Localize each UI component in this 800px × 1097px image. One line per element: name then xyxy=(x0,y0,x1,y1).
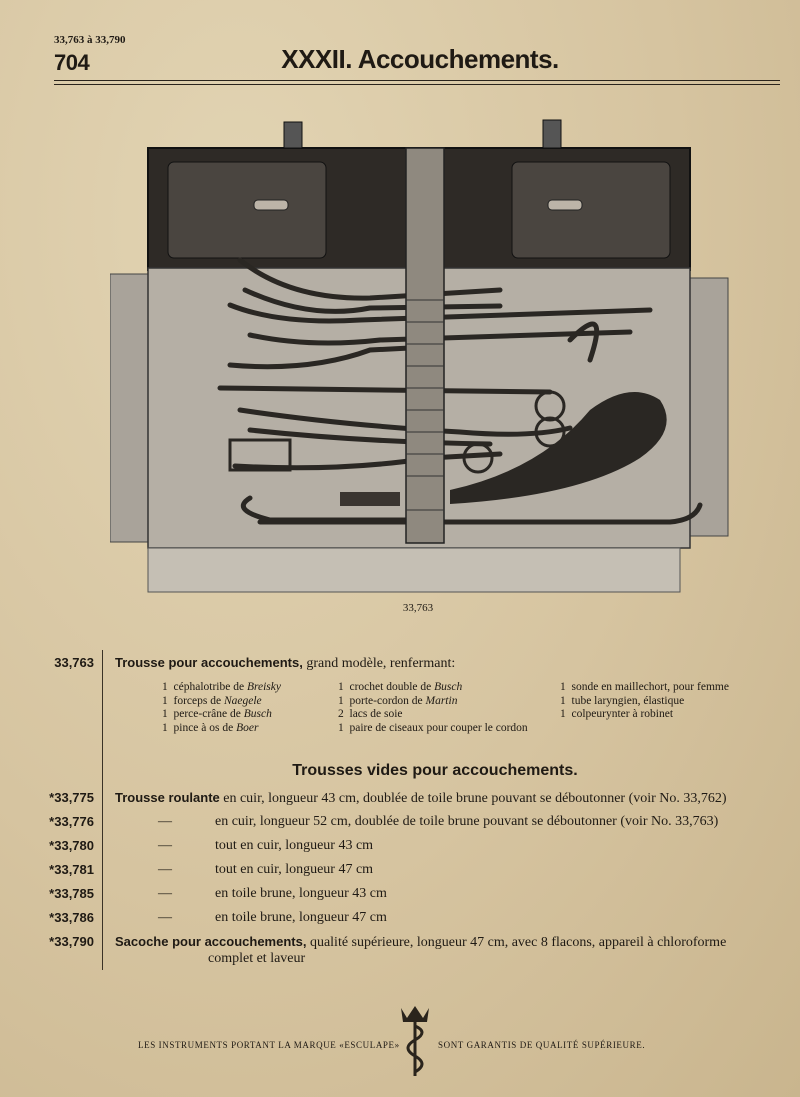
contents-column-1 xyxy=(162,681,281,735)
header-rule xyxy=(54,80,780,81)
item-code: *33,776 xyxy=(49,814,94,829)
item-description: — en toile brune, longueur 43 cm xyxy=(115,886,387,902)
column-divider xyxy=(102,650,103,970)
list-item: 1 sonde en maillechort, pour femme xyxy=(560,681,729,693)
item-code: *33,786 xyxy=(49,910,94,925)
contents-column-3 xyxy=(560,681,729,722)
page-number: 704 xyxy=(54,50,90,75)
esculape-emblem-icon xyxy=(395,1004,435,1078)
list-item: 1 tube laryngien, élastique xyxy=(560,694,685,707)
ditto-dash: — xyxy=(158,814,172,829)
item-name: Trousse roulante xyxy=(115,790,220,805)
footer-left-text: LES INSTRUMENTS PORTANT LA MARQUE «ESCULAPE» xyxy=(138,1040,400,1050)
item-code: *33,781 xyxy=(49,862,94,877)
item-code: *33,780 xyxy=(49,838,94,853)
contents-column-2 xyxy=(338,681,528,735)
figure-caption: 33,763 xyxy=(402,602,434,614)
item-description: — en toile brune, longueur 47 cm xyxy=(115,910,387,926)
item-description: — en cuir, longueur 52 cm, doublée de toile brune pouvant se déboutonner (voir No. 33,763) xyxy=(115,814,718,830)
item-description: Sacoche pour accouchements, qualité supérieure, longueur 47 cm, avec 8 flacons, appareil à chloroforme xyxy=(115,934,727,950)
item-code: *33,785 xyxy=(49,886,94,901)
ditto-dash: — xyxy=(158,862,172,877)
item-description-continued: complet et laveur xyxy=(208,951,306,966)
footer-right-text: SONT GARANTIS DE QUALITÉ SUPÉRIEURE. xyxy=(438,1040,646,1050)
item-rest: grand modèle, renfermant: xyxy=(302,656,456,671)
section-subheading: Trousses vides pour accouchements. xyxy=(292,762,578,779)
catalog-range: 33,763 à 33,790 xyxy=(54,34,126,46)
header-rule-second xyxy=(54,84,780,85)
ditto-dash: — xyxy=(158,838,172,853)
list-item: 1 forceps de Naegele xyxy=(162,694,262,707)
list-item: 1 colpeurynter à robinet xyxy=(560,708,674,720)
ditto-dash: — xyxy=(158,886,172,901)
item-code: *33,790 xyxy=(49,934,94,949)
page-title: XXXII. Accouchements. xyxy=(281,44,559,74)
item-code: 33,763 xyxy=(54,655,94,670)
item-description xyxy=(115,655,455,672)
item-code: *33,775 xyxy=(49,790,94,805)
list-item: 1 crochet double de Busch xyxy=(338,681,463,693)
ditto-dash: — xyxy=(158,910,172,925)
trousse-illustration xyxy=(110,110,730,600)
list-item: 1 porte-cordon de Martin xyxy=(338,694,458,707)
item-name: Trousse pour accouchements, xyxy=(115,655,303,670)
list-item: 1 pince à os de Boer xyxy=(162,721,259,734)
item-description: — tout en cuir, longueur 43 cm xyxy=(115,838,373,854)
list-item: 1 céphalotribe de Breisky xyxy=(162,681,281,693)
list-item: 1 paire de ciseaux pour couper le cordon xyxy=(338,721,528,734)
item-name: Sacoche pour accouchements, xyxy=(115,934,307,949)
item-description: Trousse roulante en cuir, longueur 43 cm, doublée de toile brune pouvant se déboutonner (voir No. 33,762) xyxy=(115,790,727,806)
list-item: 1 perce-crâne de Busch xyxy=(162,708,272,720)
item-description: — tout en cuir, longueur 47 cm xyxy=(115,862,373,878)
list-item: 2 lacs de soie xyxy=(338,708,403,720)
